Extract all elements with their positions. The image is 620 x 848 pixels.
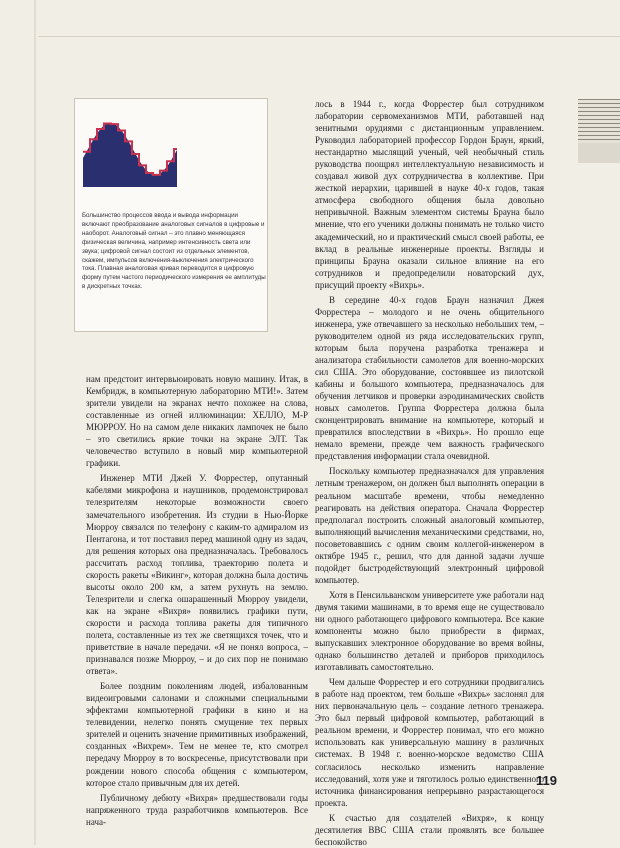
binding-shadow <box>34 0 36 845</box>
figure-caption-text: Большинство процессов ввода и вывода информации включают преобразование аналоговых сигналов в цифровые и наоборот. Аналоговый сигнал – это плавно меняющаяся физическая величина, например интенсивность света или звука; цифровой сигнал состоит из отдельных элементов, скажем, импульсов включения-выключения электрического тока. Плавная аналоговая кривая переводится в цифровую форму путем частого периодического измерения ее амплитуды в дискретных точках. <box>82 212 266 291</box>
left-paragraph-4: Публичному дебюту «Вихря» предшествовали годы напряженного труда разработчиков компьютеров. Все нача- <box>86 792 308 827</box>
right-paragraph-3: Поскольку компьютер предназначался для управления летным тренажером, он должен был выполнять операции в реальном масштабе времени, чтобы немедленно реагировать на действия оператора. Сначала Форрестер предполагал построить сложный аналоговый компьютер, выполняющий вычисления механическими средствами, но, посоветовавшись с одним своим коллегой-инженером в октябре 1945 г., решил, что для данной задачи лучше подойдет быстродействующий электронный цифровой компьютер. <box>315 466 544 585</box>
left-column <box>86 373 308 828</box>
chapter-tab-marker-lower <box>578 143 620 163</box>
left-paragraph-3: Более поздним поколениям людей, избалованным видеоигровыми салонами и сложными специальными эффектами компьютерной графики в кино и на телевидении, нелегко понять смущение тех первых зрителей и оценить значение примитивных изображений, созданных «Вихрем». Тем не менее те, кто смотрел передачу Мюрроу в то воскресенье, присутствовали при рождении нового способа общения с компьютером, которое стало привычным для их детей. <box>86 681 308 788</box>
right-column <box>315 98 544 848</box>
right-paragraph-5: Чем дальше Форрестер и его сотрудники продвигались в работе над проектом, тем больше «Вихрь» заслонял для них первоначальную цель – создание летного тренажера. Это был первый цифровой компьютер, работающий в реальном времени, и Форрестер понимал, что его можно использовать как универсальную машину в различных системах. В 1948 г. военно-морское ведомство США согласилось несколько изменить направление исследований, хотя уже и тяготилось ролью единственного источника финансирования непрерывно разрастающегося проекта. <box>315 677 544 808</box>
figure-caption <box>82 212 266 292</box>
page-top-edge <box>38 36 620 37</box>
page-number: 119 <box>536 773 557 788</box>
left-paragraph-2: Инженер МТИ Джей У. Форрестер, опутанный кабелями микрофона и наушников, продемонстрировал телезрителям некоторые возможности своего замечательного изобретения. Из студии в Нью-Йорке Мюрроу связался по телефону с каким-то адмиралом из Пентагона, и тот поставил перед машиной одну из задач, для решения которых она предназначалась. Требовалось рассчитать расход топлива, траекторию полета и скорость ракеты «Викинг», которая должна была достичь высоты около 200 км, а затем рухнуть на землю. Телезрители и слегка ошарашенный Мюрроу увидели, как на экране «Вихря» появились графики пути, скорости и расхода топлива ракеты для типичного полета, составленные из тех же светящихся точек, что и приветствие в начале передачи. «Я не понял вопроса, – признавался позже Мюрроу, – и до сих пор не понимаю ответа». <box>86 473 308 677</box>
right-paragraph-6: К счастью для создателей «Вихря», к концу десятилетия ВВС США стали проявлять все большее беспокойство <box>315 812 544 847</box>
sine-sampling-illustration <box>83 107 177 189</box>
right-paragraph-1: лось в 1944 г., когда Форрестер был сотрудником лаборатории сервомеханизмов МТИ, работавшей над зенитными орудиями с дистанционным управлением. Руководил лабораторией профессор Гордон Браун, яркий, нестандартно мыслящий ученый, чей необычный стиль руководства поощрял интеллектуальную независимость и создавал живой дух сотрудничества в коллективе. При жесткой иерархии, царившей в науке 40-х годов, такая атмосфера свободного общения была довольно непривычной. Важным элементом системы Брауна было мнение, что его ученики должны понимать не только чисто академический, но и практический смысл своей работы, ее вклад в реальные инженерные проекты. Взгляды и принципы Брауна оказали сильное влияние на его сотрудников и предопределили новаторский дух, присущий проекту «Вихрь». <box>315 99 544 290</box>
right-paragraph-4: Хотя в Пенсильванском университете уже работали над двумя такими машинами, в то время еще не существовало ни одного работающего цифрового компьютера. Все какие компоненты можно было приобрести в фирмах, выпускавших электронное оборудование во время войны, однако большинство деталей и приборов приходилось изготавливать самостоятельно. <box>315 589 544 673</box>
chapter-tab-marker <box>578 99 620 143</box>
left-paragraph-1: нам предстоит интервьюировать новую машину. Итак, в Кембридж, в компьютерную лабораторию МТИ!». Затем зрители увидели на экранах нечто похожее на слова, составленные из огней иллюминации: ХЕЛЛО, М-Р МЮРРОУ. Но на самом деле никаких лампочек не было – это светились яркие точки на экране ЭЛТ. Так человечество вступило в новый мир компьютерной графики. <box>86 374 308 469</box>
right-paragraph-2: В середине 40-х годов Браун назначил Джея Форрестера – молодого и не очень общительного инженера, уже отвечавшего за несколько небольших тем, – руководителем одной из ряда исследовательских групп, которым была поручена разработка тренажера и анализатора стабильности самолетов для военно-морских сил США. Это оборудование, состоявшее из пилотской кабины и большого компьютера, предназначалось для обучения летчиков и проверки аэродинамических свойств новых самолетов. Группа Форрестера должна была сконцентрировать внимание на компьютере, который и превратился впоследствии в «Вихрь». Но прошло еще немало времени, прежде чем важность графического представления информации стала очевидной. <box>315 294 544 462</box>
